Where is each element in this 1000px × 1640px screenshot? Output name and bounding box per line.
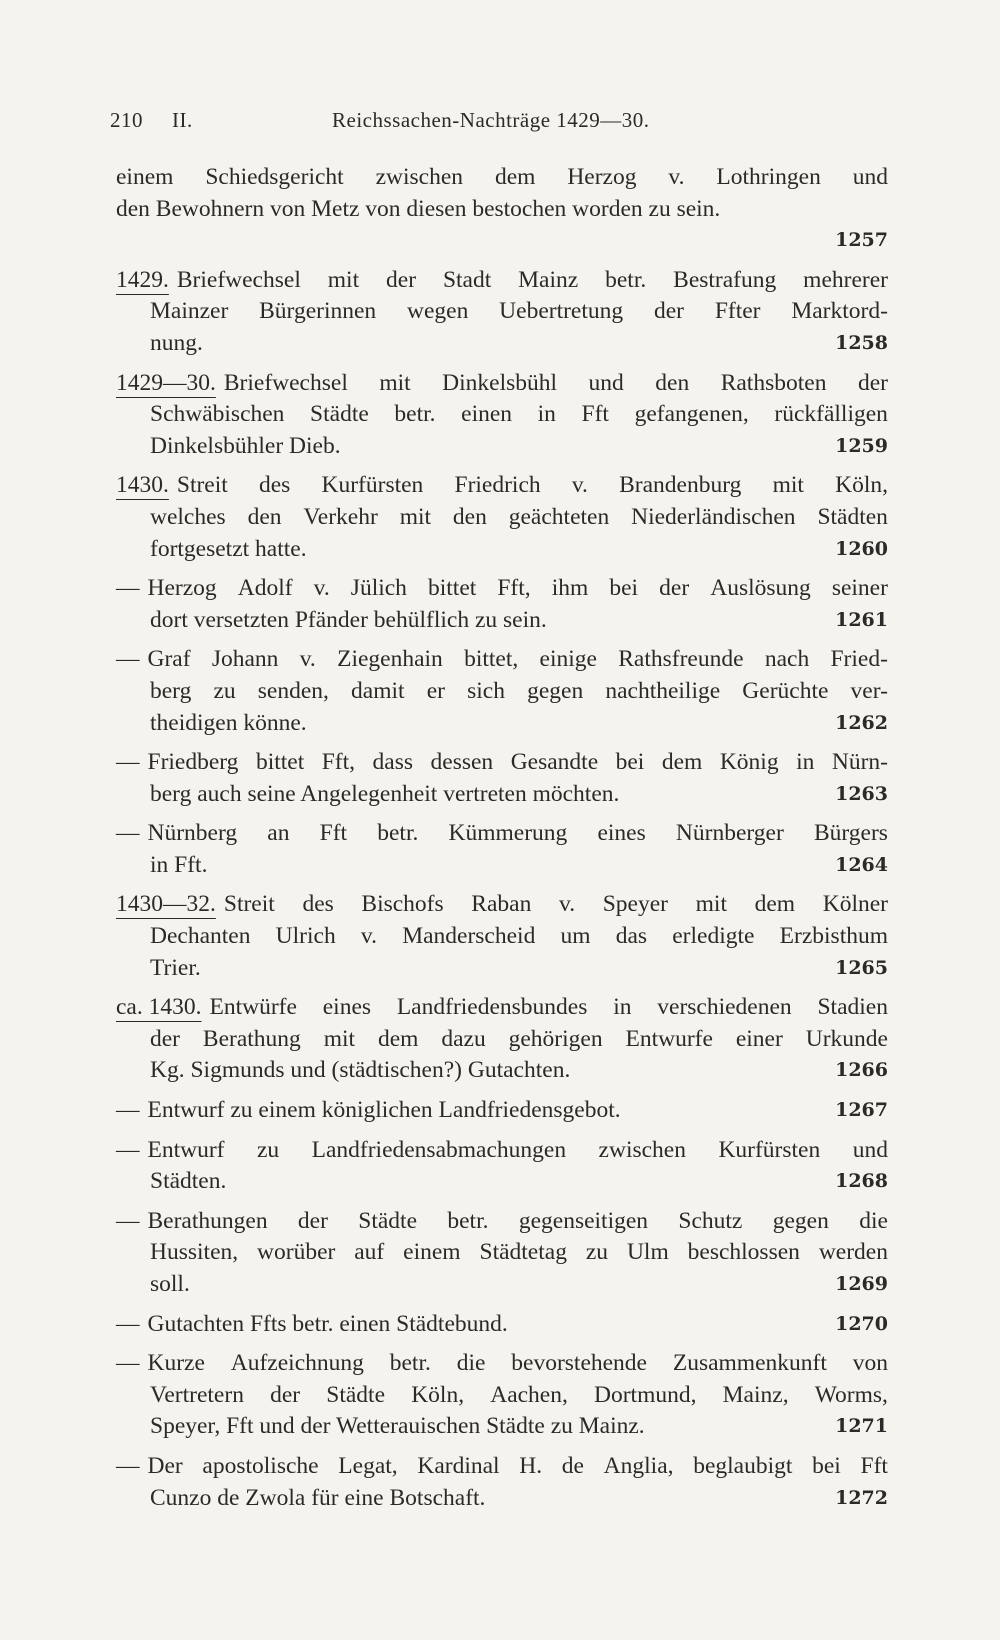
entry-number: 1270 [835,1312,888,1335]
entry-line [116,328,888,360]
line-text: welches den Verkehr mit den geächteten Niederländischen Städten [150,503,888,530]
entry-line [116,818,888,850]
line-text: Streit des Kurfürsten Friedrich v. Brandenburg mit Köln, [176,472,888,499]
dash-marker: — [116,646,140,673]
line-text: Herzog Adolf v. Jülich bittet Fft, ihm bei der Auslösung seiner [147,575,888,602]
line-text: Entwurf zu Landfriedensabmachungen zwischen Kurfürsten und [147,1136,888,1163]
line-text: Gutachten Ffts betr. einen Städtebund. [147,1310,508,1337]
entry-line [116,1166,888,1198]
entry-line [116,431,888,463]
entry-date: 1429. [116,266,169,293]
entry-number: 1259 [835,434,888,457]
entry-number: 1258 [835,331,888,354]
entry-line [116,1095,888,1127]
entry-number: 1268 [835,1170,888,1193]
entry-line [116,470,888,502]
entry-1260 [116,470,888,565]
entry-line [116,1024,888,1056]
line-text: den Bewohnern von Metz von diesen bestochen worden zu sein. [116,195,721,222]
line-text: Dechanten Ulrich v. Manderscheid um das erledigte Erzbisthum [150,923,888,950]
entry-1270 [116,1309,888,1341]
dash-marker: — [116,1207,140,1234]
line-text: nung. [150,329,203,356]
entry-number: 1265 [835,956,888,979]
entry-line [116,644,888,676]
entry-line [116,1451,888,1483]
entry-line [116,921,888,953]
entry-line [116,502,888,534]
dash-marker: — [116,1452,140,1479]
line-text: Schwäbischen Städte betr. einen in Fft gefangenen, rückfälligen [150,401,888,428]
entry-line [116,605,888,637]
line-text: der Berathung mit dem dazu gehörigen Entwurfe einer Urkunde [150,1025,888,1052]
line-text: Städten. [150,1168,227,1195]
entry-line [116,889,888,921]
dash-marker: — [116,749,140,776]
line-text: Entwurf zu einem königlichen Landfriedensgebot. [147,1097,621,1124]
line-text: Entwürfe eines Landfriedensbundes in verschiedenen Stadien [209,994,888,1021]
dash-marker: — [116,1136,140,1163]
line-text: Friedberg bittet Fft, dass dessen Gesandte bei dem König in Nürn- [147,749,888,776]
entry-line [116,194,888,226]
line-text: Streit des Bischofs Raban v. Speyer mit dem Kölner [223,891,888,918]
line-text: Berathungen der Städte betr. gegenseitigen Schutz gegen die [147,1207,888,1234]
entry-line [116,368,888,400]
entry-1258 [116,265,888,360]
entry-1262 [116,644,888,739]
entry-1269 [116,1206,888,1301]
entry-date: 1430—32. [116,891,216,918]
entry-line [116,850,888,882]
entry-number: 1257 [835,229,888,252]
line-text: berg auch seine Angelegenheit vertreten möchten. [150,780,620,807]
entry-line [116,1483,888,1515]
entry-line [116,1269,888,1301]
entry-number: 1271 [835,1415,888,1438]
entry-date: ca. 1430. [116,994,202,1021]
line-text: Kg. Sigmunds und (städtischen?) Gutachten. [150,1057,571,1084]
entry-1261 [116,573,888,636]
entry-line [116,992,888,1024]
entry-line [116,708,888,740]
entry-line [116,953,888,985]
part-number: II. [172,108,193,132]
line-text: Nürnberg an Fft betr. Kümmerung eines Nürnberger Bürgers [147,820,888,847]
entry-line [116,1237,888,1269]
entry-line [116,534,888,566]
entry-line [116,1206,888,1238]
line-text: Der apostolische Legat, Kardinal H. de Anglia, beglaubigt bei Fft [147,1452,888,1479]
entry-number: 1269 [835,1273,888,1295]
line-text: Trier. [150,954,201,981]
entry-line [116,1380,888,1412]
line-text: soll. [150,1271,190,1297]
line-text: theidigen könne. [150,709,307,736]
entry-number: 1266 [835,1059,888,1082]
line-text: Mainzer Bürgerinnen wegen Uebertretung der Ffter Marktord- [150,298,888,325]
entry-1259 [116,368,888,463]
entry-date: 1430. [116,472,169,499]
dash-marker: — [116,1310,140,1337]
entry-number: 1260 [835,537,888,560]
line-text: Cunzo de Zwola für eine Botschaft. [150,1484,486,1511]
entry-1271 [116,1348,888,1443]
line-text: Dinkelsbühler Dieb. [150,432,341,459]
dash-marker: — [116,820,140,847]
dash-marker: — [116,1097,140,1124]
line-text: Speyer, Fft und der Wetterauischen Städte zu Mainz. [150,1413,645,1440]
entry-number: 1267 [835,1099,888,1122]
entry-line [116,573,888,605]
entry-number: 1262 [835,711,888,734]
line-text: Briefwechsel mit der Stadt Mainz betr. Bestrafung mehrerer [176,266,888,293]
entry-line [116,1055,888,1087]
entry-1272 [116,1451,888,1514]
entry-1267 [116,1095,888,1127]
entry-number: 1264 [835,853,888,876]
line-text: einem Schiedsgericht zwischen dem Herzog v. Lothringen und [116,164,888,190]
running-title: Reichssachen-Nachträge 1429—30. [332,108,650,132]
entry-1266 [116,992,888,1087]
entry-1263 [116,747,888,810]
entry-1264 [116,818,888,881]
line-text: dort versetzten Pfänder behülflich zu sein. [150,606,547,633]
line-text: in Fft. [150,851,208,878]
entry-line [116,265,888,297]
entry-line [116,162,888,194]
line-text: Hussiten, worüber auf einem Städtetag zu Ulm beschlossen werden [150,1239,888,1266]
line-text: berg zu senden, damit er sich gegen nachtheilige Gerüchte ver- [150,677,888,704]
dash-marker: — [116,575,140,602]
line-text: Graf Johann v. Ziegenhain bittet, einige Rathsfreunde nach Fried- [147,646,888,673]
entry-1257 [116,162,888,257]
entry-line [116,676,888,708]
entry-number: 1261 [835,608,888,631]
entry-line [116,747,888,779]
entry-number: 1263 [835,782,888,805]
entry-line [116,296,888,328]
entry-date: 1429—30. [116,369,216,396]
dash-marker: — [116,1350,140,1377]
line-text: fortgesetzt hatte. [150,535,307,562]
entry-line [116,1348,888,1380]
line-text: Briefwechsel mit Dinkelsbühl und den Rathsboten der [223,369,888,396]
entry-number: 1272 [835,1486,888,1509]
entry-1265 [116,889,888,984]
entry-line [116,1411,888,1443]
line-text: Vertretern der Städte Köln, Aachen, Dortmund, Mainz, Worms, [150,1381,888,1408]
entry-1268 [116,1135,888,1198]
entry-list [116,162,888,1522]
line-text: Kurze Aufzeichnung betr. die bevorstehende Zusammenkunft von [147,1350,888,1377]
entry-line [116,399,888,431]
entry-line [116,1135,888,1167]
entry-line [116,1309,888,1341]
entry-line [116,779,888,811]
page-number: 210 [110,108,143,132]
